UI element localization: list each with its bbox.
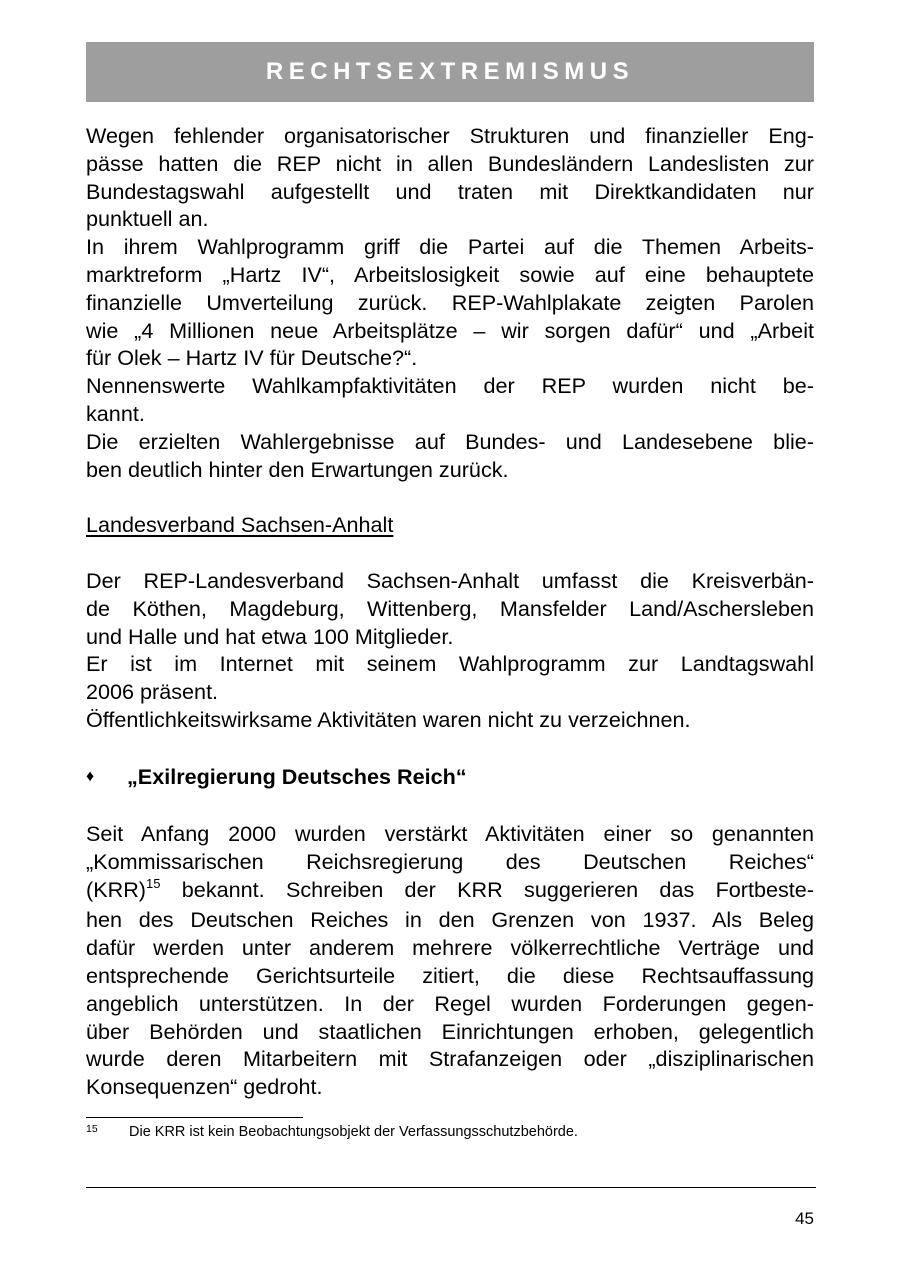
footnote-text: Die KRR ist kein Beobachtungsobjekt der Verfassungsschutzbehörde. <box>129 1124 578 1140</box>
text-line: entsprechende Gerichtsurteile zitiert, die diese Rechtsauffassung <box>86 962 814 988</box>
text-line: und Halle und hat etwa 100 Mitglieder. <box>86 623 454 649</box>
text-line: In ihrem Wahlprogramm griff die Partei auf die Themen Arbeits- <box>86 234 814 260</box>
text-line: für Olek – Hartz IV für Deutsche?“. <box>86 345 418 371</box>
footnote-separator <box>86 1117 303 1118</box>
text-line: ben deutlich hinter den Erwartungen zurück. <box>86 456 509 482</box>
text-line: marktreform „Hartz IV“, Arbeitslosigkeit sowie auf eine behauptete <box>86 261 814 287</box>
diamond-bullet-icon: ♦ <box>86 768 95 785</box>
page-number: 45 <box>795 1209 814 1228</box>
text-line: Wegen fehlender organisatorischer Strukturen und finanzieller Eng- <box>86 123 814 148</box>
footer-separator <box>86 1187 816 1188</box>
text-line: Bundestagswahl aufgestellt und traten mit Direktkandidaten nur <box>86 178 814 204</box>
text-line: kannt. <box>86 400 145 426</box>
text-line: Seit Anfang 2000 wurden verstärkt Aktivitäten einer so genannten <box>86 821 814 846</box>
text-line: punktuell an. <box>86 206 209 232</box>
krr-abbrev: (KRR) <box>86 876 146 902</box>
text-line: finanzielle Umverteilung zurück. REP-Wahlplakate zeigten Parolen <box>86 289 814 315</box>
text-line: Konsequenzen“ gedroht. <box>86 1074 323 1100</box>
section-header-bar <box>86 42 814 102</box>
text-line-with-footnote-ref <box>86 876 814 907</box>
paragraph-krr <box>86 820 814 1101</box>
text-line: de Köthen, Magdeburg, Wittenberg, Mansfelder Land/Aschersleben <box>86 595 814 621</box>
bullet-heading-exilregierung <box>86 764 467 790</box>
text-line: wurde deren Mitarbeitern mit Strafanzeigen oder „disziplinarischen <box>86 1046 814 1072</box>
footnote-number: 15 <box>86 1123 98 1135</box>
text-fragment: bekannt. Schreiben der KRR suggerieren das Fortbeste- <box>160 876 814 902</box>
section-title: RECHTSEXTREMISMUS <box>265 58 635 85</box>
paragraph-landesverband <box>86 567 814 734</box>
text-line: pässe hatten die REP nicht in allen Bundesländern Landeslisten zur <box>86 150 814 176</box>
text-line: wie „4 Millionen neue Arbeitsplätze – wir sorgen dafür“ und „Arbeit <box>86 317 814 343</box>
text-line: Der REP-Landesverband Sachsen-Anhalt umfasst die Kreisverbän- <box>86 568 814 593</box>
text-line: Er ist im Internet mit seinem Wahlprogramm zur Landtagswahl <box>86 651 814 677</box>
text-line: angeblich unterstützen. In der Regel wurden Forderungen gegen- <box>86 990 814 1016</box>
text-line: Nennenswerte Wahlkampfaktivitäten der REP wurden nicht be- <box>86 373 814 399</box>
text-line: 2006 präsent. <box>86 679 219 705</box>
text-line: Öffentlichkeitswirksame Aktivitäten waren nicht zu verzeichnen. <box>86 706 691 732</box>
text-line: „Kommissarischen Reichsregierung des Deutschen Reiches“ <box>86 848 814 874</box>
footnote-reference[interactable]: 15 <box>145 875 161 891</box>
paragraph-rep-campaign <box>86 122 814 483</box>
subheading-landesverband: Landesverband Sachsen-Anhalt <box>86 512 394 537</box>
text-line: Die erzielten Wahlergebnisse auf Bundes- und Landesebene blie- <box>86 428 814 454</box>
footnote <box>86 1124 578 1140</box>
text-line: dafür werden unter anderem mehrere völkerrechtliche Verträge und <box>86 935 814 961</box>
text-line: hen des Deutschen Reiches in den Grenzen von 1937. Als Beleg <box>86 907 814 933</box>
text-line: über Behörden und staatlichen Einrichtungen erhoben, gelegentlich <box>86 1018 814 1044</box>
heading-text: „Exilregierung Deutsches Reich“ <box>127 764 467 789</box>
